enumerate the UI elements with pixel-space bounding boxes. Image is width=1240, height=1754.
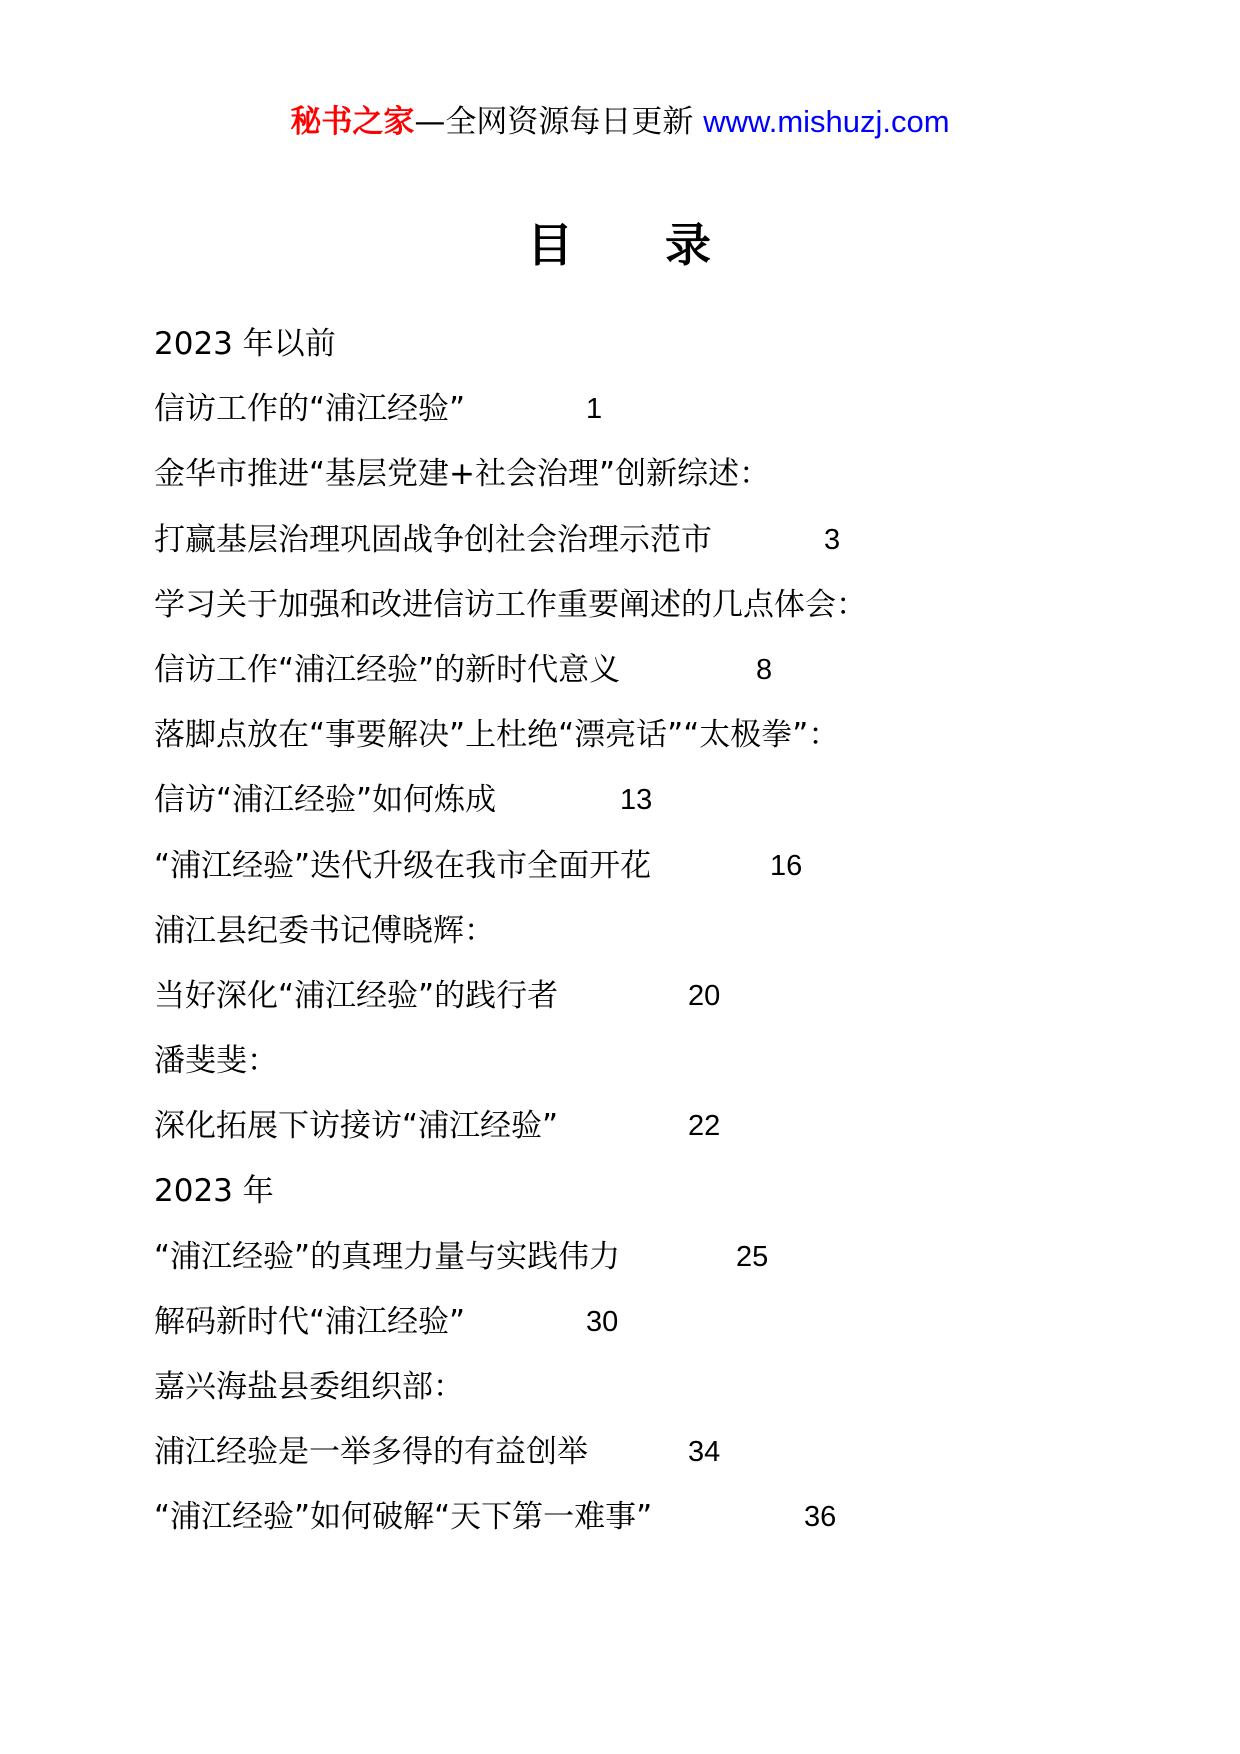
toc-entry-page: 22 [688,1110,721,1143]
page-title [0,215,1240,275]
toc-entry-title: 金华市推进“基层党建+社会治理”创新综述： [154,456,771,493]
toc-entry[interactable] [154,452,1154,517]
toc-entry[interactable] [154,1300,1154,1365]
toc-entry[interactable] [154,1495,1154,1560]
toc-entry[interactable] [154,648,1154,713]
toc-entry[interactable] [154,1104,1154,1169]
toc-entry[interactable] [154,844,1154,909]
title-char-1: 目 [527,218,575,272]
toc-entry[interactable] [154,322,1154,387]
title-char-2: 录 [665,218,713,272]
toc-entry-title: 浦江经验是一举多得的有益创举 [154,1434,588,1471]
toc-entry-title: 深化拓展下访接访“浦江经验” [154,1108,559,1145]
toc-entry[interactable] [154,1169,1154,1234]
toc-entry-page: 30 [586,1305,619,1338]
toc-entry[interactable] [154,1039,1154,1104]
toc-entry-title: 潘斐斐： [154,1043,278,1080]
toc-entry-page: 34 [688,1436,721,1469]
toc-entry[interactable] [154,1235,1154,1300]
toc-entry[interactable] [154,1430,1154,1495]
toc-entry-title: 嘉兴海盐县委组织部： [154,1369,464,1405]
site-slogan: —全网资源每日更新 [414,104,704,140]
toc-entry-title: “浦江经验”的真理力量与实践伟力 [154,1238,621,1275]
toc-entry-title: 落脚点放在“事要解决”上杜绝“漂亮话”“太极拳”： [154,717,840,754]
toc-entry-page: 8 [756,653,773,686]
toc-entry-title: 信访工作的“浦江经验” [154,391,466,428]
toc-entry-title: 打赢基层治理巩固战争创社会治理示范市 [154,521,712,558]
site-brand: 秘书之家 [290,104,415,140]
toc-entry-page: 3 [824,523,841,556]
toc-entry[interactable] [154,518,1154,583]
toc-entry-page: 25 [736,1240,769,1273]
toc-entry-title: 浦江县纪委书记傅晓辉： [154,912,495,949]
toc-entry-page: 20 [688,979,721,1012]
toc-entry[interactable] [154,974,1154,1039]
toc-entry-page: 36 [804,1501,837,1534]
toc-entry-page: 13 [620,784,653,817]
toc-entry[interactable] [154,713,1154,778]
toc-entry-title: 当好深化“浦江经验”的践行者 [154,977,559,1014]
toc-entry[interactable] [154,1365,1154,1430]
toc-entry[interactable] [154,909,1154,974]
toc-entry-title: “浦江经验”迭代升级在我市全面开花 [154,847,652,884]
toc-entry-title: 解码新时代“浦江经验” [154,1303,466,1340]
site-header [0,100,1240,144]
toc-entry[interactable] [154,778,1154,843]
toc-entry-page: 16 [770,849,803,882]
toc-entry-title: 2023 年 [154,1173,274,1210]
site-url-link[interactable]: www.mishuzj.com [703,104,950,139]
toc-entry-title: 学习关于加强和改进信访工作重要阐述的几点体会： [154,586,867,623]
toc-entry[interactable] [154,387,1154,452]
table-of-contents [154,322,1154,1561]
toc-entry-title: “浦江经验”如何破解“天下第一难事” [154,1499,653,1536]
toc-entry-title: 信访工作“浦江经验”的新时代意义 [154,651,621,688]
toc-entry[interactable] [154,583,1154,648]
toc-entry-title: 信访“浦江经验”如何炼成 [154,782,497,819]
toc-entry-title: 2023 年以前 [154,326,336,362]
toc-entry-page: 1 [586,393,603,426]
